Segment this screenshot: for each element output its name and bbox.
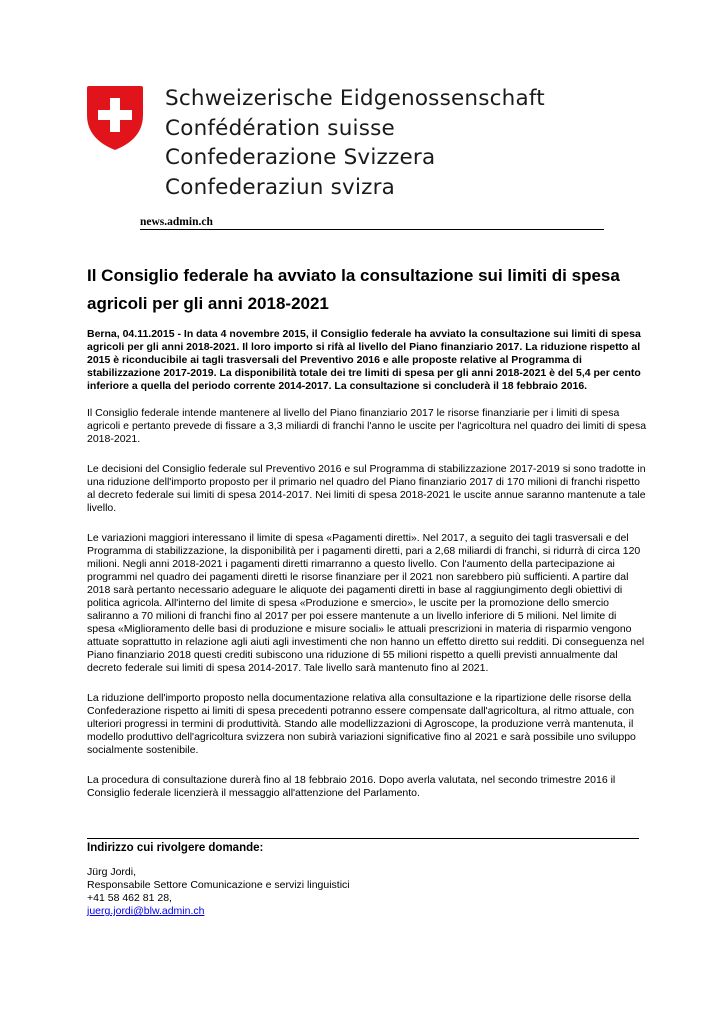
site-label: news.admin.ch	[140, 216, 213, 228]
article-lead: Berna, 04.11.2015 - In data 4 novembre 2015, il Consiglio federale ha avviato la consultazione sui limiti di spesa agricoli per gli anni 2018-2021. Il loro importo si rifà al livello del Piano finanziario 2017. La riduzione rispetto al 2015 è riconducibile ai tagli trasversali del Preventivo 2016 e alle proposte relative al Programma di stabilizzazione 2017-2019. La disponibilità totale dei tre limiti di spesa per gli anni 2018-2021 è del 5,4 per cento inferiore a quella del periodo corrente 2014-2017. La consultazione si concluderà il 18 febbraio 2016.	[87, 328, 641, 392]
agency-name-it: Confederazione Svizzera	[165, 145, 436, 170]
article-paragraph: Le decisioni del Consiglio federale sul Preventivo 2016 e sul Programma di stabilizzazione 2017-2019 si sono tradotte in una riduzione dell'importo proposto per il primario nel quadro del Piano finanziario 2017 di 170 milioni di franchi rispetto al decreto federale sui limiti di spesa 2014-2017. Nei limiti di spesa 2018-2021 le uscite annue saranno mantenute a tale livello.	[87, 463, 646, 514]
contact-role: Responsabile Settore Comunicazione e servizi linguistici	[87, 879, 350, 891]
contact-block	[87, 866, 350, 918]
contact-phone: +41 58 462 81 28,	[87, 892, 172, 904]
article-body	[87, 328, 647, 817]
article-title: Il Consiglio federale ha avviato la consultazione sui limiti di spesa agricoli per gli anni 2018-2021	[87, 266, 620, 313]
contact-divider	[87, 838, 639, 839]
contact-heading: Indirizzo cui rivolgere domande:	[87, 842, 264, 854]
agency-name-rm: Confederaziun svizra	[165, 174, 396, 200]
agency-name-de: Schweizerische Eidgenossenschaft	[165, 86, 545, 111]
agency-name-fr: Confédération suisse	[165, 115, 395, 141]
contact-name: Jürg Jordi,	[87, 866, 137, 878]
swiss-coat-of-arms-icon	[86, 85, 144, 151]
article-paragraph: La riduzione dell'importo proposto nella documentazione relativa alla consultazione e la ripartizione delle risorse della Confederazione rispetto ai limiti di spesa precedenti potranno essere compensate dall'agricoltura, al ritmo attuale, con ulteriori progressi in termini di produttività. Stando alle modellizzazioni di Agroscope, la produzione verrà mantenuta, il modello produttivo dell'agricoltura svizzera non subirà variazioni significative fino al 2021 e sarà possibile uno sviluppo socialmente sostenibile.	[87, 692, 636, 756]
contact-email-link[interactable]: juerg.jordi@blw.admin.ch	[87, 905, 205, 917]
article-paragraph: Le variazioni maggiori interessano il limite di spesa «Pagamenti diretti». Nel 2017, a seguito dei tagli trasversali e del Programma di stabilizzazione, la disponibilità per i pagamenti diretti, pari a 2,68 miliardi di franchi, si ridurrà di circa 120 milioni. Negli anni 2018-2021 i pagamenti diretti rimarranno a questo livello. Con l'aumento della partecipazione ai programmi nel quadro dei pagamenti diretti le risorse finanziare per il 2021 non sarebbero più sufficienti. A partire dal 2018 sarà pertanto necessario adeguare le aliquote dei pagamenti diretti in base al raggiungimento degli obiettivi di politica agricola. All'interno del limite di spesa «Produzione e smercio», le uscite per la promozione dello smercio saliranno a 70 milioni di franchi fino al 2017 per poi essere mantenute a un livello inferiore di 5 milioni. Nel limite di spesa «Miglioramento delle basi di produzione e misure sociali» le attuali prescrizioni in materia di risparmio vengono attuate soprattutto in relazione agli aiuti agli investimenti che non hanno un effetto diretto sui redditi. Di conseguenza nel Piano finanziario 2018 questi crediti subiscono una riduzione di 55 milioni rispetto a quelli previsti annualmente dal decreto federale sui limiti di spesa 2014-2017. Tale livello sarà mantenuto fino al 2021.	[87, 532, 645, 674]
article-paragraph: La procedura di consultazione durerà fino al 18 febbraio 2016. Dopo averla valutata, nel secondo trimestre 2016 il Consiglio federale licenzierà il messaggio all'attenzione del Parlamento.	[87, 774, 616, 799]
agency-name-block	[165, 84, 545, 202]
article-paragraph: Il Consiglio federale intende mantenere al livello del Piano finanziario 2017 le risorse finanziarie per i limiti di spesa agricoli e pertanto prevede di fissare a 3,3 miliardi di franchi l'anno le uscite per l'agricoltura nel quadro dei limiti di spesa 2018-2021.	[87, 407, 647, 445]
header-divider	[140, 229, 604, 230]
